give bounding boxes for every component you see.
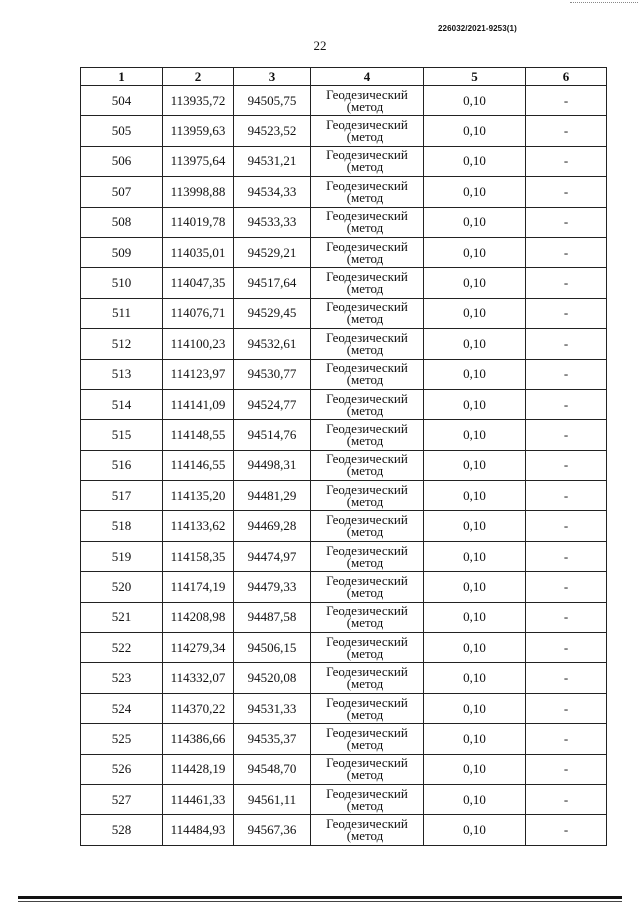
y-coordinate-cell: 94505,75	[234, 86, 311, 116]
method-cell	[311, 815, 424, 845]
method-cell	[311, 116, 424, 146]
point-number-cell: 516	[81, 450, 163, 480]
method-line-1: Геодезический	[326, 420, 408, 436]
method-line-1: Геодезический	[326, 542, 408, 558]
point-number-cell: 517	[81, 481, 163, 511]
table-row	[81, 815, 607, 845]
accuracy-cell: 0,10	[424, 86, 526, 116]
note-cell: -	[526, 784, 607, 814]
x-coordinate-cell: 114279,34	[163, 633, 234, 663]
point-number-cell: 521	[81, 602, 163, 632]
table-header-row	[81, 68, 607, 86]
method-line-2: (метод	[346, 797, 384, 813]
y-coordinate-cell: 94533,33	[234, 207, 311, 237]
point-number-cell: 508	[81, 207, 163, 237]
method-line-2: (метод	[346, 220, 384, 236]
table-row	[81, 207, 607, 237]
scan-corner-mark	[570, 2, 638, 4]
point-number-cell: 525	[81, 724, 163, 754]
x-coordinate-cell: 114035,01	[163, 237, 234, 267]
note-cell: -	[526, 633, 607, 663]
method-cell	[311, 511, 424, 541]
method-line-2: (метод	[346, 281, 384, 297]
column-header: 3	[234, 68, 311, 86]
y-coordinate-cell: 94524,77	[234, 389, 311, 419]
table-row	[81, 116, 607, 146]
column-header: 2	[163, 68, 234, 86]
y-coordinate-cell: 94474,97	[234, 541, 311, 571]
accuracy-cell: 0,10	[424, 693, 526, 723]
method-cell	[311, 754, 424, 784]
note-cell: -	[526, 572, 607, 602]
method-cell	[311, 207, 424, 237]
note-cell: -	[526, 754, 607, 784]
x-coordinate-cell: 114332,07	[163, 663, 234, 693]
note-cell: -	[526, 86, 607, 116]
accuracy-cell: 0,10	[424, 420, 526, 450]
method-line-2: (метод	[346, 736, 384, 752]
y-coordinate-cell: 94548,70	[234, 754, 311, 784]
point-number-cell: 518	[81, 511, 163, 541]
point-number-cell: 527	[81, 784, 163, 814]
accuracy-cell: 0,10	[424, 450, 526, 480]
accuracy-cell: 0,10	[424, 298, 526, 328]
method-line-2: (метод	[346, 372, 384, 388]
note-cell: -	[526, 724, 607, 754]
method-cell	[311, 298, 424, 328]
method-cell	[311, 481, 424, 511]
point-number-cell: 510	[81, 268, 163, 298]
accuracy-cell: 0,10	[424, 268, 526, 298]
method-line-1: Геодезический	[326, 299, 408, 315]
note-cell: -	[526, 146, 607, 176]
note-cell: -	[526, 602, 607, 632]
point-number-cell: 505	[81, 116, 163, 146]
footer-rule-thin	[18, 901, 622, 902]
note-cell: -	[526, 237, 607, 267]
table-row	[81, 298, 607, 328]
point-number-cell: 515	[81, 420, 163, 450]
x-coordinate-cell: 114135,20	[163, 481, 234, 511]
table-row	[81, 329, 607, 359]
accuracy-cell: 0,10	[424, 602, 526, 632]
column-header: 5	[424, 68, 526, 86]
y-coordinate-cell: 94567,36	[234, 815, 311, 845]
method-line-2: (метод	[346, 159, 384, 175]
table-row	[81, 724, 607, 754]
point-number-cell: 512	[81, 329, 163, 359]
note-cell: -	[526, 329, 607, 359]
method-cell	[311, 724, 424, 754]
method-line-1: Геодезический	[326, 208, 408, 224]
method-line-2: (метод	[346, 341, 384, 357]
y-coordinate-cell: 94535,37	[234, 724, 311, 754]
method-line-1: Геодезический	[326, 724, 408, 740]
method-line-1: Геодезический	[326, 633, 408, 649]
method-line-2: (метод	[346, 554, 384, 570]
table-row	[81, 268, 607, 298]
x-coordinate-cell: 114158,35	[163, 541, 234, 571]
method-line-2: (метод	[346, 432, 384, 448]
y-coordinate-cell: 94531,33	[234, 693, 311, 723]
note-cell: -	[526, 298, 607, 328]
y-coordinate-cell: 94520,08	[234, 663, 311, 693]
x-coordinate-cell: 114100,23	[163, 329, 234, 359]
y-coordinate-cell: 94561,11	[234, 784, 311, 814]
method-cell	[311, 450, 424, 480]
method-cell	[311, 602, 424, 632]
method-line-1: Геодезический	[326, 572, 408, 588]
accuracy-cell: 0,10	[424, 116, 526, 146]
method-line-2: (метод	[346, 463, 384, 479]
accuracy-cell: 0,10	[424, 633, 526, 663]
table-row	[81, 389, 607, 419]
method-cell	[311, 541, 424, 571]
method-line-1: Геодезический	[326, 481, 408, 497]
note-cell: -	[526, 207, 607, 237]
method-line-1: Геодезический	[326, 329, 408, 345]
point-number-cell: 522	[81, 633, 163, 663]
table-row	[81, 633, 607, 663]
note-cell: -	[526, 389, 607, 419]
table-row	[81, 86, 607, 116]
accuracy-cell: 0,10	[424, 207, 526, 237]
x-coordinate-cell: 114141,09	[163, 389, 234, 419]
method-cell	[311, 784, 424, 814]
accuracy-cell: 0,10	[424, 572, 526, 602]
y-coordinate-cell: 94531,21	[234, 146, 311, 176]
method-line-1: Геодезический	[326, 816, 408, 832]
method-line-2: (метод	[346, 250, 384, 266]
table-row	[81, 541, 607, 571]
note-cell: -	[526, 663, 607, 693]
note-cell: -	[526, 541, 607, 571]
note-cell: -	[526, 450, 607, 480]
point-number-cell: 528	[81, 815, 163, 845]
footer-rule	[18, 896, 622, 899]
x-coordinate-cell: 113998,88	[163, 177, 234, 207]
accuracy-cell: 0,10	[424, 359, 526, 389]
accuracy-cell: 0,10	[424, 511, 526, 541]
x-coordinate-cell: 113959,63	[163, 116, 234, 146]
x-coordinate-cell: 114146,55	[163, 450, 234, 480]
method-line-1: Геодезический	[326, 238, 408, 254]
accuracy-cell: 0,10	[424, 329, 526, 359]
x-coordinate-cell: 114019,78	[163, 207, 234, 237]
method-line-1: Геодезический	[326, 664, 408, 680]
document-number: 226032/2021-9253(1)	[438, 24, 517, 33]
method-line-1: Геодезический	[326, 117, 408, 133]
method-line-2: (метод	[346, 98, 384, 114]
method-line-2: (метод	[346, 645, 384, 661]
coordinates-table	[80, 67, 607, 846]
method-line-1: Геодезический	[326, 755, 408, 771]
note-cell: -	[526, 420, 607, 450]
method-cell	[311, 177, 424, 207]
method-line-2: (метод	[346, 402, 384, 418]
method-line-1: Геодезический	[326, 147, 408, 163]
column-header: 4	[311, 68, 424, 86]
method-line-1: Геодезический	[326, 269, 408, 285]
point-number-cell: 520	[81, 572, 163, 602]
method-line-2: (метод	[346, 129, 384, 145]
table-row	[81, 754, 607, 784]
method-line-1: Геодезический	[326, 177, 408, 193]
table-row	[81, 237, 607, 267]
method-line-1: Геодезический	[326, 86, 408, 102]
method-cell	[311, 420, 424, 450]
table-row	[81, 784, 607, 814]
note-cell: -	[526, 116, 607, 146]
method-line-1: Геодезический	[326, 694, 408, 710]
accuracy-cell: 0,10	[424, 541, 526, 571]
accuracy-cell: 0,10	[424, 177, 526, 207]
table-row	[81, 663, 607, 693]
method-line-2: (метод	[346, 584, 384, 600]
note-cell: -	[526, 177, 607, 207]
method-line-2: (метод	[346, 311, 384, 327]
point-number-cell: 514	[81, 389, 163, 419]
x-coordinate-cell: 114148,55	[163, 420, 234, 450]
x-coordinate-cell: 114174,19	[163, 572, 234, 602]
accuracy-cell: 0,10	[424, 663, 526, 693]
column-header: 6	[526, 68, 607, 86]
x-coordinate-cell: 114076,71	[163, 298, 234, 328]
accuracy-cell: 0,10	[424, 724, 526, 754]
method-line-2: (метод	[346, 615, 384, 631]
method-line-2: (метод	[346, 524, 384, 540]
method-line-1: Геодезический	[326, 785, 408, 801]
point-number-cell: 509	[81, 237, 163, 267]
accuracy-cell: 0,10	[424, 481, 526, 511]
method-line-2: (метод	[346, 767, 384, 783]
y-coordinate-cell: 94479,33	[234, 572, 311, 602]
method-line-2: (метод	[346, 828, 384, 844]
method-line-2: (метод	[346, 676, 384, 692]
x-coordinate-cell: 113975,64	[163, 146, 234, 176]
method-cell	[311, 693, 424, 723]
point-number-cell: 519	[81, 541, 163, 571]
table-row	[81, 359, 607, 389]
table-row	[81, 420, 607, 450]
note-cell: -	[526, 815, 607, 845]
method-line-1: Геодезический	[326, 360, 408, 376]
x-coordinate-cell: 114047,35	[163, 268, 234, 298]
method-cell	[311, 359, 424, 389]
table-row	[81, 693, 607, 723]
y-coordinate-cell: 94523,52	[234, 116, 311, 146]
x-coordinate-cell: 114461,33	[163, 784, 234, 814]
method-line-2: (метод	[346, 706, 384, 722]
y-coordinate-cell: 94498,31	[234, 450, 311, 480]
accuracy-cell: 0,10	[424, 389, 526, 419]
y-coordinate-cell: 94487,58	[234, 602, 311, 632]
point-number-cell: 526	[81, 754, 163, 784]
table-row	[81, 146, 607, 176]
method-cell	[311, 146, 424, 176]
y-coordinate-cell: 94517,64	[234, 268, 311, 298]
method-cell	[311, 389, 424, 419]
note-cell: -	[526, 481, 607, 511]
point-number-cell: 513	[81, 359, 163, 389]
accuracy-cell: 0,10	[424, 754, 526, 784]
x-coordinate-cell: 114208,98	[163, 602, 234, 632]
y-coordinate-cell: 94534,33	[234, 177, 311, 207]
y-coordinate-cell: 94514,76	[234, 420, 311, 450]
x-coordinate-cell: 114386,66	[163, 724, 234, 754]
x-coordinate-cell: 114428,19	[163, 754, 234, 784]
y-coordinate-cell: 94469,28	[234, 511, 311, 541]
method-cell	[311, 633, 424, 663]
x-coordinate-cell: 113935,72	[163, 86, 234, 116]
note-cell: -	[526, 693, 607, 723]
y-coordinate-cell: 94532,61	[234, 329, 311, 359]
method-line-1: Геодезический	[326, 390, 408, 406]
method-cell	[311, 268, 424, 298]
x-coordinate-cell: 114123,97	[163, 359, 234, 389]
method-line-2: (метод	[346, 189, 384, 205]
method-cell	[311, 663, 424, 693]
method-line-1: Геодезический	[326, 512, 408, 528]
page-number: 22	[313, 38, 327, 53]
table-row	[81, 481, 607, 511]
method-line-1: Геодезический	[326, 451, 408, 467]
table-row	[81, 572, 607, 602]
method-cell	[311, 329, 424, 359]
y-coordinate-cell: 94530,77	[234, 359, 311, 389]
x-coordinate-cell: 114484,93	[163, 815, 234, 845]
note-cell: -	[526, 268, 607, 298]
accuracy-cell: 0,10	[424, 784, 526, 814]
table-row	[81, 177, 607, 207]
method-cell	[311, 572, 424, 602]
y-coordinate-cell: 94481,29	[234, 481, 311, 511]
y-coordinate-cell: 94529,45	[234, 298, 311, 328]
point-number-cell: 504	[81, 86, 163, 116]
method-cell	[311, 237, 424, 267]
point-number-cell: 511	[81, 298, 163, 328]
accuracy-cell: 0,10	[424, 815, 526, 845]
point-number-cell: 506	[81, 146, 163, 176]
method-cell	[311, 86, 424, 116]
column-header: 1	[81, 68, 163, 86]
point-number-cell: 523	[81, 663, 163, 693]
accuracy-cell: 0,10	[424, 146, 526, 176]
table-row	[81, 511, 607, 541]
y-coordinate-cell: 94529,21	[234, 237, 311, 267]
table-row	[81, 602, 607, 632]
accuracy-cell: 0,10	[424, 237, 526, 267]
point-number-cell: 524	[81, 693, 163, 723]
method-line-1: Геодезический	[326, 603, 408, 619]
point-number-cell: 507	[81, 177, 163, 207]
note-cell: -	[526, 359, 607, 389]
method-line-2: (метод	[346, 493, 384, 509]
x-coordinate-cell: 114133,62	[163, 511, 234, 541]
y-coordinate-cell: 94506,15	[234, 633, 311, 663]
note-cell: -	[526, 511, 607, 541]
x-coordinate-cell: 114370,22	[163, 693, 234, 723]
table-row	[81, 450, 607, 480]
